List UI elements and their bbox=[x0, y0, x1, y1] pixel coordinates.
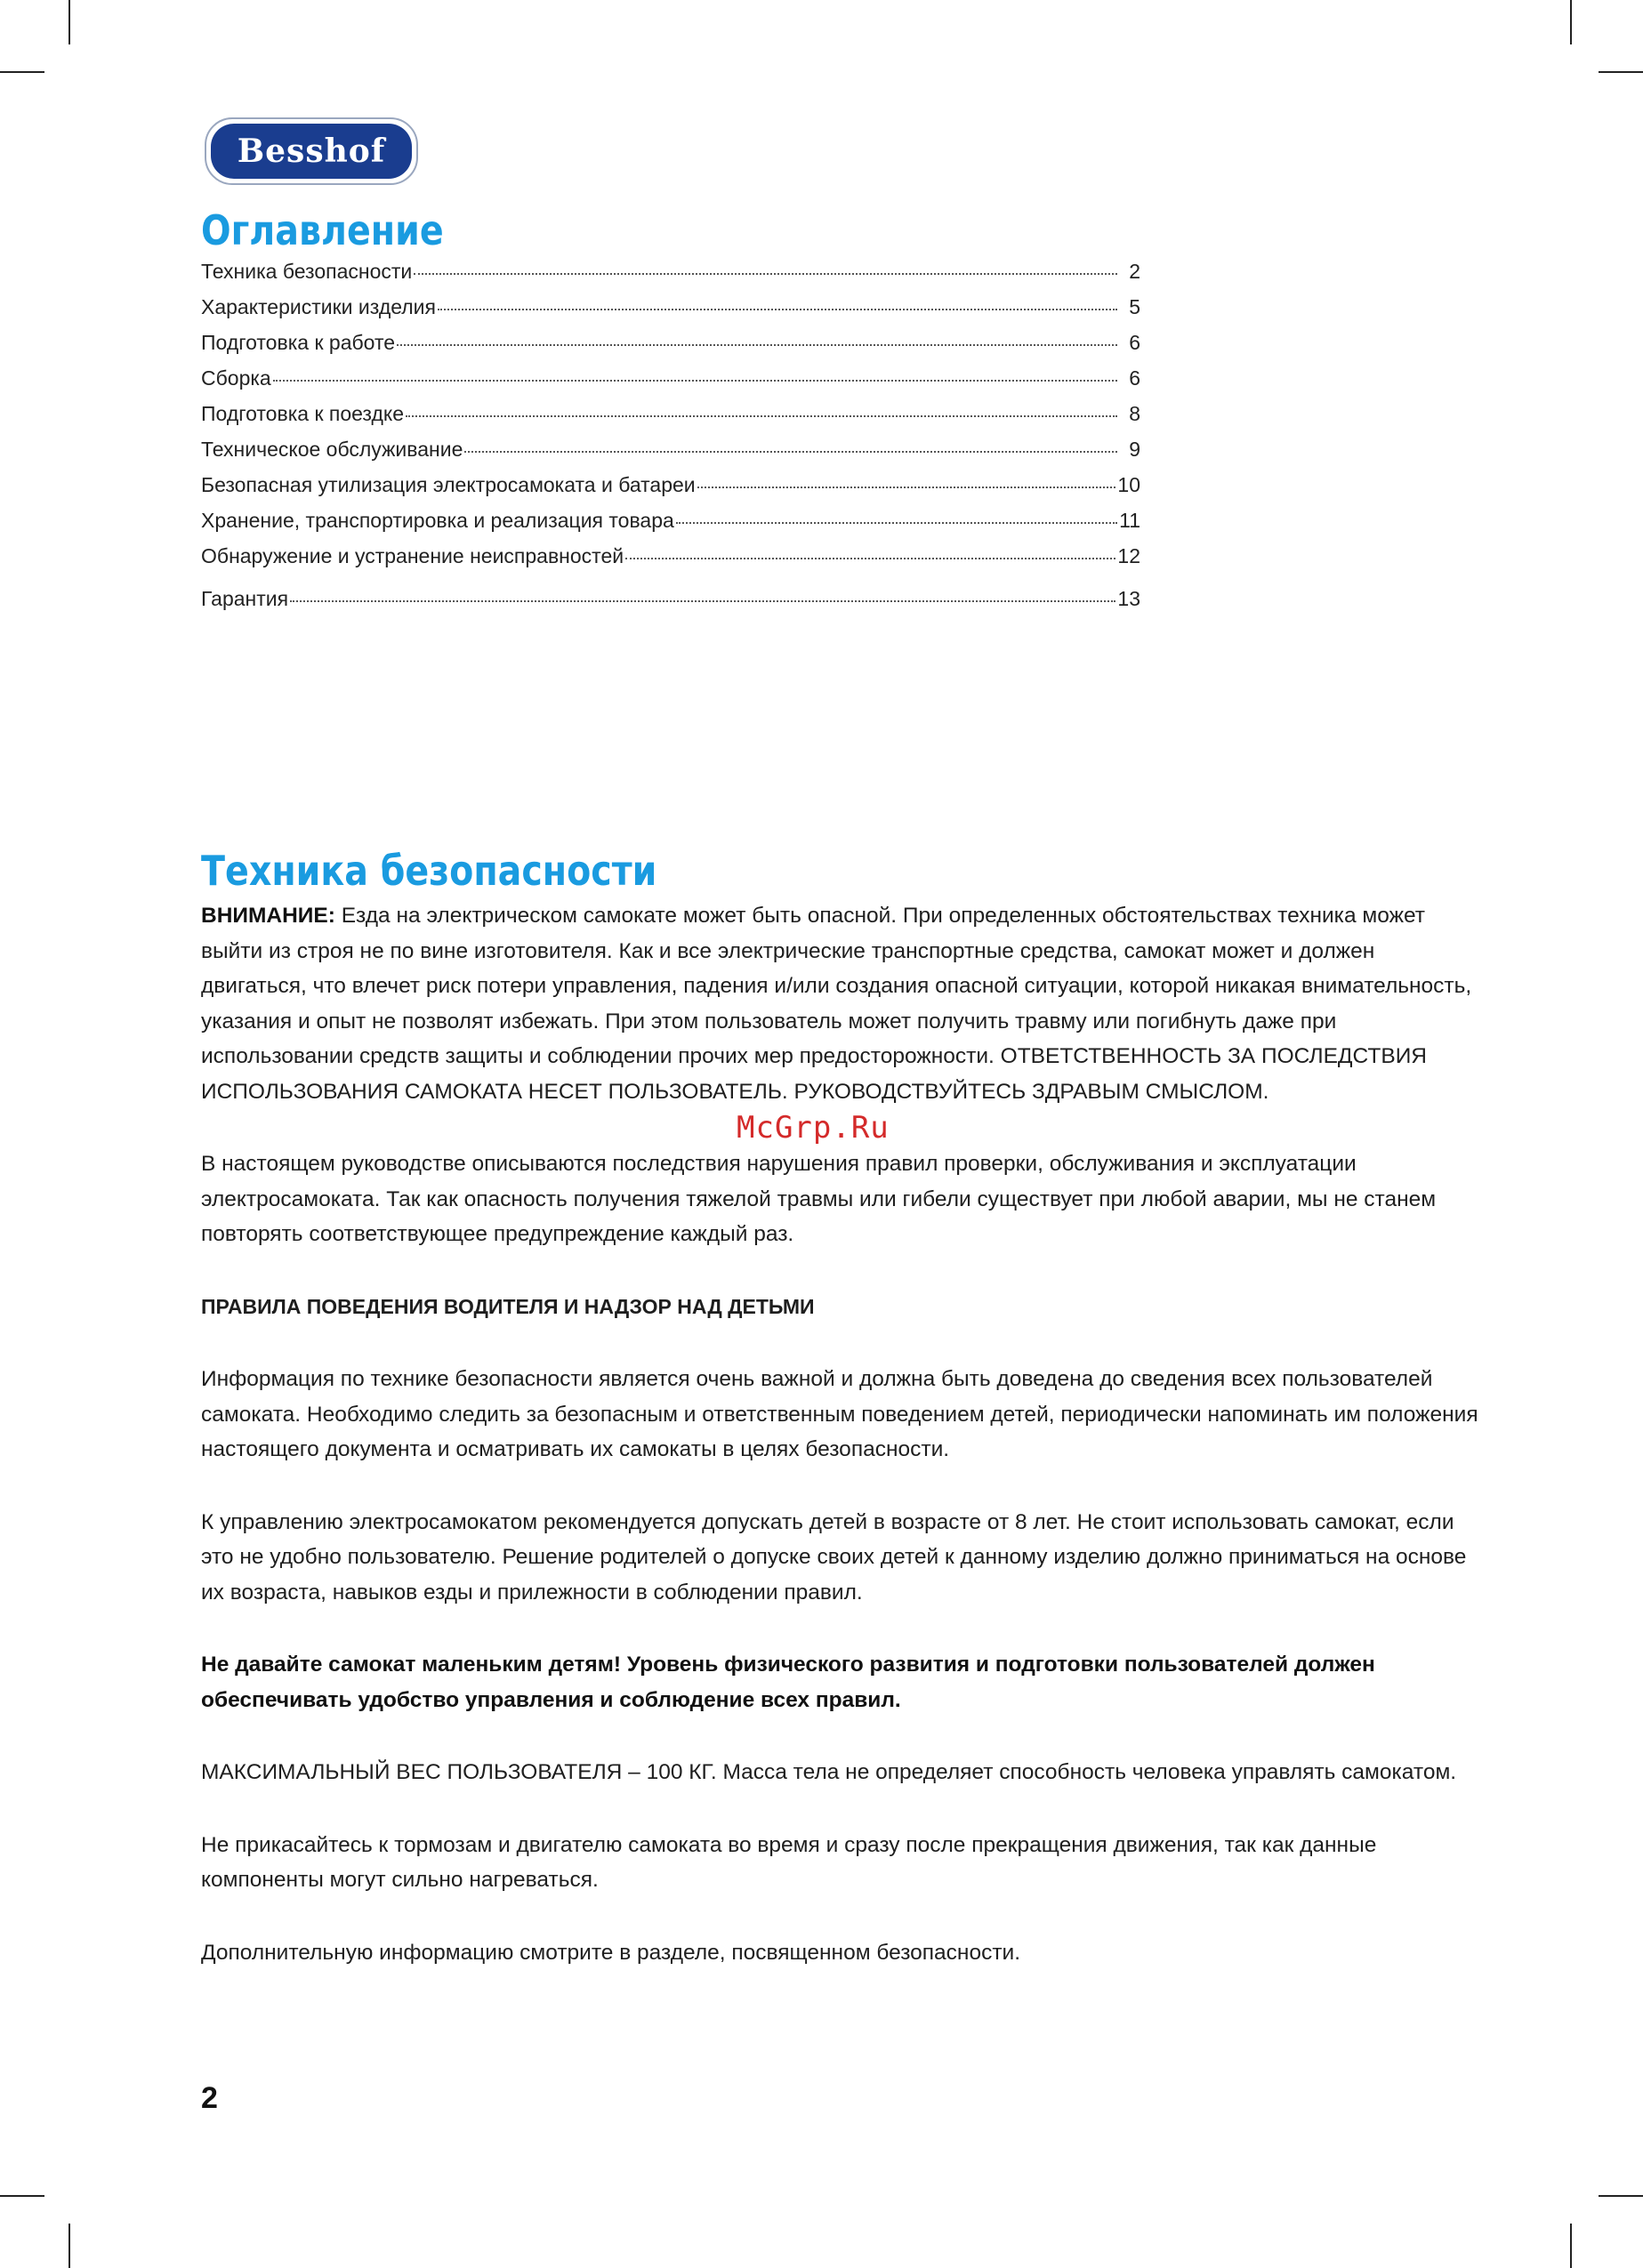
section-body bbox=[201, 898, 1482, 2007]
toc-entry[interactable]: Техника безопасности 2 bbox=[201, 260, 1140, 283]
watermark: McGrp.Ru bbox=[737, 1110, 890, 1146]
section-title: Техника безопасности bbox=[201, 847, 657, 895]
crop-mark bbox=[68, 2224, 70, 2268]
brand-logo bbox=[205, 117, 418, 185]
paragraph: В настоящем руководстве описываются последствия нарушения правил проверки, обслуживания и эксплуатации электросамоката. Так как опасность получения тяжелой травмы или гибели существует при любой аварии, мы не станем повторять соответствующее предупреждение каждый раз. bbox=[201, 1152, 1437, 1246]
subheading: ПРАВИЛА ПОВЕДЕНИЯ ВОДИТЕЛЯ И НАДЗОР НАД ДЕТЬМИ bbox=[201, 1294, 815, 1318]
paragraph: Дополнительную информацию смотрите в разделе, посвященном безопасности. bbox=[201, 1940, 1021, 1965]
toc-entry[interactable]: Характеристики изделия 5 bbox=[201, 295, 1140, 318]
warning-text: Езда на электрическом самокате может быть опасной. При определенных обстоятельствах техника может выйти из строя не по вине изготовителя. Как и все электрические транспортные средства, самокат может и должен двигаться, что влечет риск потери управления, падения и/или создания опасной ситуации, которой никакая внимательность, указания и опыт не позволят избежать. При этом пользователь может получить травму или погибнуть даже при использовании средств защиты и соблюдении прочих мер предосторожности. ОТВЕТСТВЕННОСТЬ ЗА ПОСЛЕДСТВИЯ ИСПОЛЬЗОВАНИЯ САМОКАТА НЕСЕТ ПОЛЬЗОВАТЕЛЬ. РУКОВОДСТВУЙТЕСЬ ЗДРАВЫМ СМЫСЛОМ. bbox=[201, 904, 1472, 1104]
paragraph: К управлению электросамокатом рекомендуется допускать детей в возрасте от 8 лет. Не стоит использовать самокат, если это не удобно пользователю. Решение родителей о допуске своих детей к данному изделию должно приниматься на основе их возраста, навыков езды и прилежности в соблюдении правил. bbox=[201, 1509, 1467, 1604]
toc-entry[interactable]: Хранение, транспортировка и реализация товара 11 bbox=[201, 509, 1140, 532]
crop-mark bbox=[1599, 2195, 1643, 2197]
paragraph: Не прикасайтесь к тормозам и двигателю самоката во время и сразу после прекращения движения, так как данные компоненты могут сильно нагреваться. bbox=[201, 1832, 1377, 1892]
table-of-contents bbox=[201, 260, 1140, 623]
paragraph: МАКСИМАЛЬНЫЙ ВЕС ПОЛЬЗОВАТЕЛЯ – 100 КГ. Масса тела не определяет способность человека управлять самокатом. bbox=[201, 1760, 1457, 1784]
warning-label: ВНИМАНИЕ: bbox=[201, 904, 335, 928]
toc-entry[interactable]: Сборка 6 bbox=[201, 366, 1140, 390]
toc-entry[interactable]: Безопасная утилизация электросамоката и батареи 10 bbox=[201, 473, 1140, 496]
crop-mark bbox=[1599, 71, 1643, 73]
crop-mark bbox=[0, 71, 44, 73]
crop-mark bbox=[1570, 0, 1572, 44]
logo-text: Besshof bbox=[237, 133, 386, 170]
crop-mark bbox=[1570, 2224, 1572, 2268]
toc-entry[interactable]: Техническое обслуживание 9 bbox=[201, 438, 1140, 461]
crop-mark bbox=[0, 2195, 44, 2197]
toc-title: Оглавление bbox=[201, 206, 444, 254]
toc-entry[interactable]: Подготовка к поездке 8 bbox=[201, 402, 1140, 425]
warning-paragraph bbox=[201, 898, 1482, 1109]
page-number: 2 bbox=[201, 2081, 218, 2115]
toc-entry[interactable]: Подготовка к работе 6 bbox=[201, 331, 1140, 354]
toc-entry[interactable]: Гарантия 13 bbox=[201, 587, 1140, 610]
bold-paragraph: Не давайте самокат маленьким детям! Уровень физического развития и подготовки пользователей должен обеспечивать удобство управления и соблюдение всех правил. bbox=[201, 1653, 1375, 1712]
toc-entry[interactable]: Обнаружение и устранение неисправностей 12 bbox=[201, 544, 1140, 567]
crop-mark bbox=[68, 0, 70, 44]
paragraph: Информация по технике безопасности является очень важной и должна быть доведена до сведения всех пользователей самоката. Необходимо следить за безопасным и ответственным поведением детей, периодически напоминать им положения настоящего документа и осматривать их самокаты в целях безопасности. bbox=[201, 1367, 1478, 1461]
